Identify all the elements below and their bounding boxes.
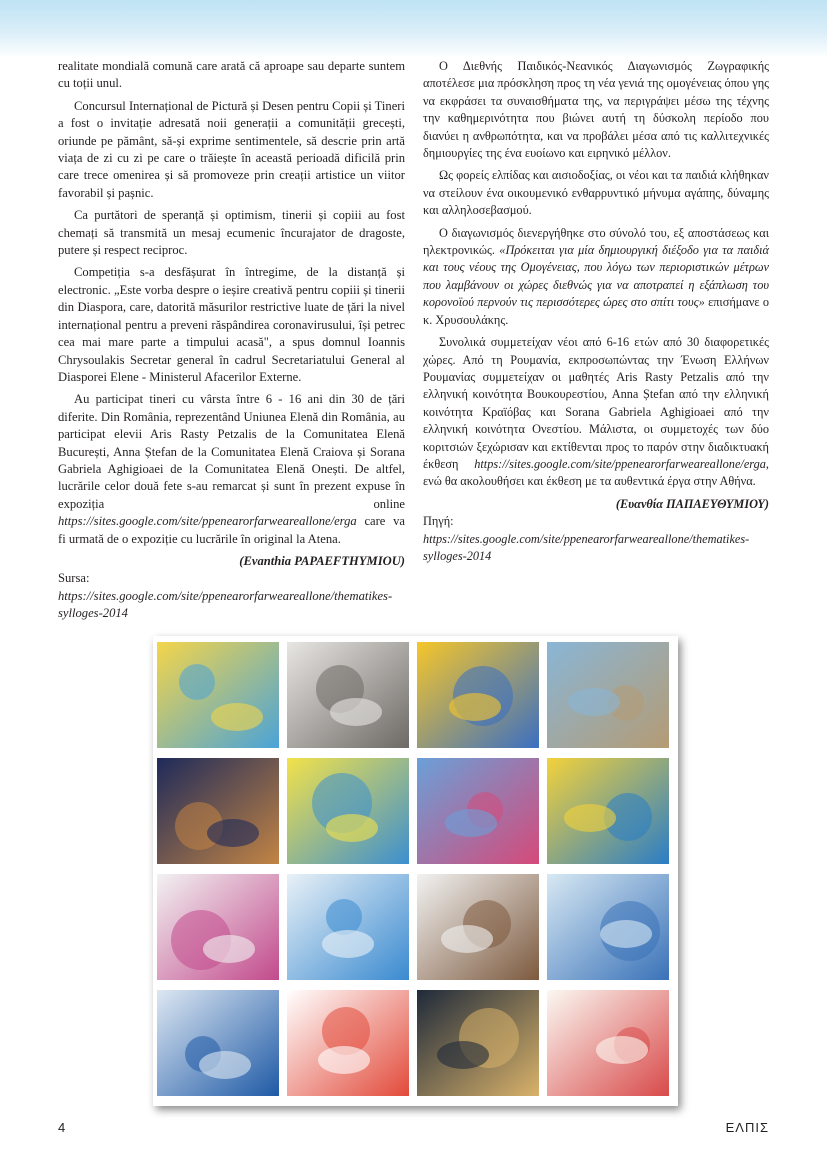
artwork-image xyxy=(157,642,279,748)
source-link[interactable]: https://sites.google.com/site/ppenearorfarweareallone/thematikes-sylloges-2014 xyxy=(58,588,393,621)
artwork-image xyxy=(157,874,279,980)
quote: «Πρόκειται για μία δημιουργική διέξοδο για τα παιδιά και τους νέους της Ομογένειας, που λόγω των περιοριστικών μέτρων που λαμβάνουν οι χώρες διεθνώς για να αποτραπεί η εξάπλωση του κορονοϊού περνούν τις περισσότερες ώρες στο σπίτι τους» xyxy=(423,243,770,310)
paragraph-text: , ενώ θα ακολουθήσει και έκθεση με τα αυθεντικά έργα στην Αθήνα. xyxy=(423,456,769,489)
artwork-tile xyxy=(287,758,409,864)
artwork-tile xyxy=(417,758,539,864)
paragraph: Ως φορείς ελπίδας και αισιοδοξίας, οι νέοι και τα παιδιά κλήθηκαν να στείλουν ένα οικουμενικό ενθαρρυντικό μήνυμα αγάπης, δύναμης και αλληλοσεβασμού. xyxy=(423,168,769,218)
source-line xyxy=(423,513,769,565)
artwork-image xyxy=(157,990,279,1096)
artwork-image xyxy=(547,642,669,748)
paragraph: Competiția s-a desfășurat în întregime, de la distanță și electronic. „Este vorba despre o ieșire creativă pentru copiii și tinerii din Diaspora, care, datorită măsurilor restrictive luate de țări la nivel internațional pentru a preveni răspândirea coronavirusului, își petrec cea mai mare parte a timpului acasă", a spus domnul Ioannis Chrysoulakis Secretar general în cadrul Secretariatului General al Diasporei Elene - Ministerul Afacerilor Externe. xyxy=(58,265,405,384)
artwork-tile xyxy=(287,990,409,1096)
header-band xyxy=(0,0,827,58)
left-column-article xyxy=(58,58,405,623)
artwork-image xyxy=(417,642,539,748)
paragraph: Ca purtători de speranță și optimism, tinerii și copiii au fost chemați să transmită un mesaj ecumenic încurajator de dragoste, putere și respect reciproc. xyxy=(58,208,405,258)
source-link[interactable]: https://sites.google.com/site/ppenearorfarweareallone/thematikes-sylloges-2014 xyxy=(423,531,750,563)
paragraph-text: επισήμανε ο κ. Χρυσουλάκης. xyxy=(423,295,770,327)
author-signature: (Ευανθία ΠΑΠΑΕΥΘΥΜΙΟΥ) xyxy=(615,496,769,511)
paragraph xyxy=(423,334,769,491)
artwork-image xyxy=(417,990,539,1096)
artwork-tile xyxy=(547,642,669,748)
artwork-image xyxy=(287,758,409,864)
paragraph-text: Ο διαγωνισμός διενεργήθηκε στο σύνολό του, εξ αποστάσεως και ηλεκτρονικώς. xyxy=(423,225,769,258)
artwork-tile xyxy=(157,642,279,748)
artwork-tile xyxy=(547,758,669,864)
artwork-tile xyxy=(417,642,539,748)
artwork-tile xyxy=(157,874,279,980)
paragraph xyxy=(58,391,405,548)
artwork-tile xyxy=(157,990,279,1096)
source-line xyxy=(58,570,405,622)
artwork-gallery xyxy=(153,636,678,1106)
source-label: Sursa: xyxy=(58,571,90,586)
exhibition-link[interactable]: https://sites.google.com/site/ppenearorfarweareallone/erga xyxy=(58,514,357,529)
page-number: 4 xyxy=(58,1120,66,1135)
paragraph: realitate mondială comună care arată că aproape sau departe suntem cu toții unul. xyxy=(58,59,405,91)
artwork-tile xyxy=(547,990,669,1096)
paragraph-text: care va fi urmată de o expoziție cu lucrările în original la Atena. xyxy=(58,514,405,546)
author-signature: (Evanthia PAPAEFTHYMIOU) xyxy=(239,553,405,568)
artwork-tile xyxy=(287,874,409,980)
artwork-image xyxy=(287,874,409,980)
artwork-image xyxy=(417,758,539,864)
artwork-image xyxy=(417,874,539,980)
paragraph-text: Συνολικά συμμετείχαν νέοι από 6-16 ετών από 30 διαφορετικές χώρες. Από τη Ρουμανία, εκπροσωπώντας την Ένωση Ελλήνων Ρουμανίας συμμετείχαν οι μαθητές Aris Rasty Petzalis από την ελληνική κοινότητα Βουκουρεστίου, Anna Ștefan από την ελληνική κοινότητα Κραϊόβας και Sorana Gabriela Aghigioaei από την ελληνική κοινότητα Ονεστίου. Μάλιστα, οι συμμετοχές των δύο κοριτσιών ξεχώρισαν και εκτίθενται προς το παρόν στην διαδικτυακή έκθεση xyxy=(423,335,769,471)
artwork-tile xyxy=(287,642,409,748)
paragraph xyxy=(423,225,769,329)
artwork-tile xyxy=(547,874,669,980)
artwork-tile xyxy=(417,874,539,980)
right-column-article xyxy=(423,58,769,565)
artwork-image xyxy=(287,642,409,748)
artwork-tile xyxy=(417,990,539,1096)
artwork-image xyxy=(547,758,669,864)
artwork-image xyxy=(157,758,279,864)
magazine-title: ΕΛΠΙΣ xyxy=(725,1120,769,1135)
source-label: Πηγή: xyxy=(423,514,454,529)
artwork-image xyxy=(547,874,669,980)
artwork-tile xyxy=(157,758,279,864)
paragraph: Ο Διεθνής Παιδικός-Νεανικός Διαγωνισμός Ζωγραφικής αποτέλεσε μια πρόσκληση προς τη νέα γενιά της ομογένειας όπου γης να εκφράσει τα συναισθήματα της, να περιγράψει μέσω της τέχνης την καθημερινότητα που βιώνει αυτή τη δύσκολη περίοδο που διανύει η ανθρωπότητα, και να προβάλει μέσα από τις καλλιτεχνικές δημιουργίες της ένα ευοίωνο και ειρηνικό μέλλον. xyxy=(423,59,769,161)
exhibition-link[interactable]: https://sites.google.com/site/ppenearorfarweareallone/erga xyxy=(474,456,766,471)
paragraph-text: Au participat tineri cu vârsta între 6 - 16 ani din 30 de țări diferite. Din România, reprezentând Uniunea Elenă din România, au participat elevii Aris Rasty Petzalis de la Comunitatea Elenă București, Anna Ștefan de la Comunitatea Elenă Craiova și Sorana Gabriela Aghigioaei de la Comunitatea Elenă Onești. De altfel, lucrările celor două fete s-au remarcat și sunt în prezent expuse în expoziția online xyxy=(58,392,405,511)
paragraph: Concursul Internațional de Pictură și Desen pentru Copii și Tineri a fost o invitație adresată noii generații a comunității grecești, oriunde pe pământ, să-și exprime sentimentele, să descrie prin artă viața de zi cu zi pe care o trăiește în această perioadă dificilă prin care trece omenirea și să promoveze prin creații artistice un viitor favorabil și pașnic. xyxy=(58,98,405,200)
artwork-image xyxy=(287,990,409,1096)
artwork-image xyxy=(547,990,669,1096)
